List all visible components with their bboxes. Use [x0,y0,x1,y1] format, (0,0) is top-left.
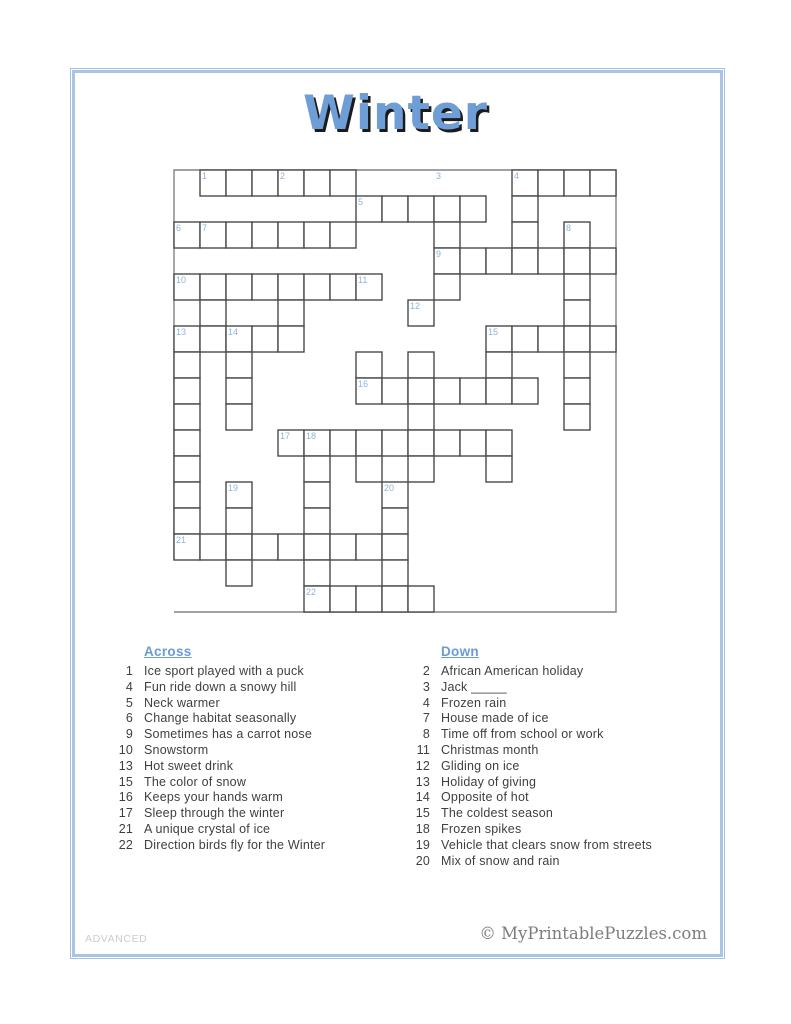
clue-text: Change habitat seasonally [144,711,297,726]
clue-number: 15 [118,774,133,789]
grid-cell [356,586,382,612]
clue-text: Jack _____ [441,679,507,694]
clue-number: 6 [125,711,133,726]
grid-cell [382,378,408,404]
cell-number: 22 [306,587,317,597]
clue-line [404,775,734,791]
cell-number: 12 [410,301,421,311]
grid-cell [512,196,538,222]
down-clues-section [404,644,734,869]
clue-text: Sometimes has a carrot nose [144,727,312,742]
grid-cell [408,456,434,482]
clue-number: 9 [125,727,133,742]
grid-cell [304,534,330,560]
clue-line [107,790,437,806]
grid-cell [590,170,616,196]
grid-cell [226,352,252,378]
cell-number: 6 [176,223,182,233]
grid-cell [278,274,304,300]
clue-number: 10 [118,742,133,757]
grid-cell [408,430,434,456]
clue-text: Time off from school or work [441,727,604,742]
grid-cell [226,274,252,300]
clue-number: 15 [415,806,430,821]
clue-text: A unique crystal of ice [144,821,271,836]
clue-number: 22 [118,837,133,852]
clue-line [404,759,734,775]
clue-number: 5 [125,695,133,710]
grid-cell [590,326,616,352]
grid-cell [174,482,200,508]
grid-cell [226,170,252,196]
grid-cell [278,300,304,326]
clue-line [404,727,734,743]
clue-text: Holiday of giving [441,774,537,789]
clue-line [404,854,734,870]
clue-number: 17 [118,806,133,821]
clue-number: 1 [125,664,133,678]
grid-cell [278,326,304,352]
clue-line [404,822,734,838]
across-heading: Across [144,644,192,659]
cell-number: 1 [202,171,208,181]
grid-cell [590,248,616,274]
grid-cell [304,482,330,508]
grid-cell [486,430,512,456]
across-clues-section [107,644,437,854]
clue-line [404,790,734,806]
grid-cell [200,274,226,300]
grid-cell [330,222,356,248]
grid-cell [252,326,278,352]
grid-cell [538,326,564,352]
down-clue-list [404,664,734,869]
grid-cell [486,352,512,378]
grid-cell [226,534,252,560]
grid-cell [538,170,564,196]
grid-cell [460,378,486,404]
grid-cell [226,560,252,586]
clue-line [404,806,734,822]
clue-number: 2 [422,664,430,678]
clue-text: Neck warmer [144,695,220,710]
clue-number: 13 [118,758,133,773]
clue-text: African American holiday [441,664,584,678]
grid-cell [304,456,330,482]
grid-cell [382,430,408,456]
grid-cell [252,534,278,560]
cell-number: 3 [436,171,442,181]
clue-text: The color of snow [144,774,247,789]
grid-cell [174,352,200,378]
clue-number: 20 [415,853,430,868]
clue-text: Vehicle that clears snow from streets [441,837,652,852]
grid-cell [382,560,408,586]
grid-cell [512,326,538,352]
clue-text: Direction birds fly for the Winter [144,837,326,852]
cell-number: 20 [384,483,395,493]
grid-cell [330,586,356,612]
cell-number: 13 [176,327,187,337]
grid-cell [408,586,434,612]
grid-cell [252,222,278,248]
grid-cell [226,404,252,430]
grid-cell [486,378,512,404]
clue-number: 4 [422,695,430,710]
clue-text: Christmas month [441,742,539,757]
grid-cell [174,508,200,534]
clue-text: The coldest season [441,806,553,821]
page-title: Winter [303,86,488,141]
clue-text: Frozen rain [441,695,507,710]
clue-number: 21 [118,821,133,836]
grid-cell [226,508,252,534]
grid-cell [226,222,252,248]
clue-number: 18 [415,821,430,836]
cell-number: 10 [176,275,187,285]
grid-cell [226,378,252,404]
crossword-grid-svg [172,168,618,614]
grid-cell [200,326,226,352]
grid-cell [512,248,538,274]
cell-number: 19 [228,483,239,493]
grid-cell [486,248,512,274]
grid-cell [304,274,330,300]
grid-cell [330,274,356,300]
cell-number: 2 [280,171,286,181]
grid-cell [564,326,590,352]
grid-cell [330,430,356,456]
clue-number: 8 [422,727,430,742]
cell-number: 9 [436,249,442,259]
grid-cell [408,404,434,430]
grid-cell [434,430,460,456]
grid-cell [382,534,408,560]
cell-number: 4 [514,171,520,181]
crossword-grid [172,168,618,614]
grid-cell [408,196,434,222]
grid-cell [408,352,434,378]
grid-cell [304,222,330,248]
grid-cell [434,222,460,248]
clue-line [107,696,437,712]
clue-number: 13 [415,774,430,789]
grid-cell [200,300,226,326]
grid-cell [434,196,460,222]
grid-cell [434,274,460,300]
clue-number: 7 [422,711,430,726]
grid-cell [174,378,200,404]
clue-text: Gliding on ice [441,758,520,773]
clue-text: Frozen spikes [441,821,522,836]
clue-line [107,711,437,727]
grid-cell [512,222,538,248]
clue-line [404,711,734,727]
clue-number: 12 [415,758,430,773]
clue-line [107,775,437,791]
clue-number: 19 [415,837,430,852]
clue-line [107,664,437,680]
grid-cell [356,352,382,378]
clue-line [404,743,734,759]
clue-line [107,838,437,854]
grid-cell [252,170,278,196]
grid-cell [564,404,590,430]
clue-text: House made of ice [441,711,549,726]
grid-cell [278,534,304,560]
cell-number: 5 [358,197,364,207]
clue-text: Ice sport played with a puck [144,664,304,678]
grid-cell [564,248,590,274]
clue-text: Snowstorm [144,742,209,757]
clue-line [107,743,437,759]
clue-line [404,664,734,680]
clue-text: Fun ride down a snowy hill [144,679,297,694]
grid-cell [564,378,590,404]
grid-cell [200,534,226,560]
clue-line [404,838,734,854]
grid-cell [252,274,278,300]
grid-cell [304,508,330,534]
cell-number: 17 [280,431,291,441]
clue-number: 4 [125,679,133,694]
grid-cell [486,456,512,482]
clue-line [107,727,437,743]
clue-text: Hot sweet drink [144,758,234,773]
cell-number: 11 [358,275,368,285]
grid-cell [460,196,486,222]
grid-cell [356,534,382,560]
grid-cell [382,586,408,612]
clue-number: 11 [416,742,430,757]
clue-number: 3 [422,679,430,694]
cell-number: 21 [176,535,187,545]
grid-cell [408,378,434,404]
grid-cell [460,430,486,456]
across-clue-list [107,664,437,854]
cell-number: 18 [306,431,317,441]
clue-text: Opposite of hot [441,790,529,805]
grid-cell [330,534,356,560]
grid-cell [564,300,590,326]
clue-line [107,806,437,822]
grid-cell [564,274,590,300]
clue-line [107,822,437,838]
grid-cell [330,170,356,196]
grid-cell [382,196,408,222]
clue-number: 16 [118,790,133,805]
grid-cell [174,456,200,482]
grid-cell [356,430,382,456]
cell-number: 15 [488,327,499,337]
grid-cell [564,352,590,378]
difficulty-label: ADVANCED [85,933,148,945]
cell-number: 16 [358,379,369,389]
cell-number: 7 [202,223,208,233]
grid-cell [304,170,330,196]
grid-cell [356,456,382,482]
grid-cell [278,222,304,248]
copyright-label: © MyPrintablePuzzles.com [479,924,707,943]
down-heading: Down [441,644,479,659]
clue-line [404,696,734,712]
clue-text: Mix of snow and rain [441,853,560,868]
grid-cell [174,430,200,456]
grid-cell [382,508,408,534]
clue-text: Keeps your hands warm [144,790,283,805]
grid-cell [564,170,590,196]
clue-line [404,680,734,696]
cell-number: 14 [228,327,239,337]
clue-number: 14 [415,790,430,805]
clue-text: Sleep through the winter [144,806,285,821]
cell-number: 8 [566,223,572,233]
grid-cell [174,404,200,430]
grid-cell [304,560,330,586]
clue-line [107,759,437,775]
grid-cell [512,378,538,404]
grid-cell [538,248,564,274]
clue-line [107,680,437,696]
grid-cell [434,378,460,404]
grid-cell [460,248,486,274]
